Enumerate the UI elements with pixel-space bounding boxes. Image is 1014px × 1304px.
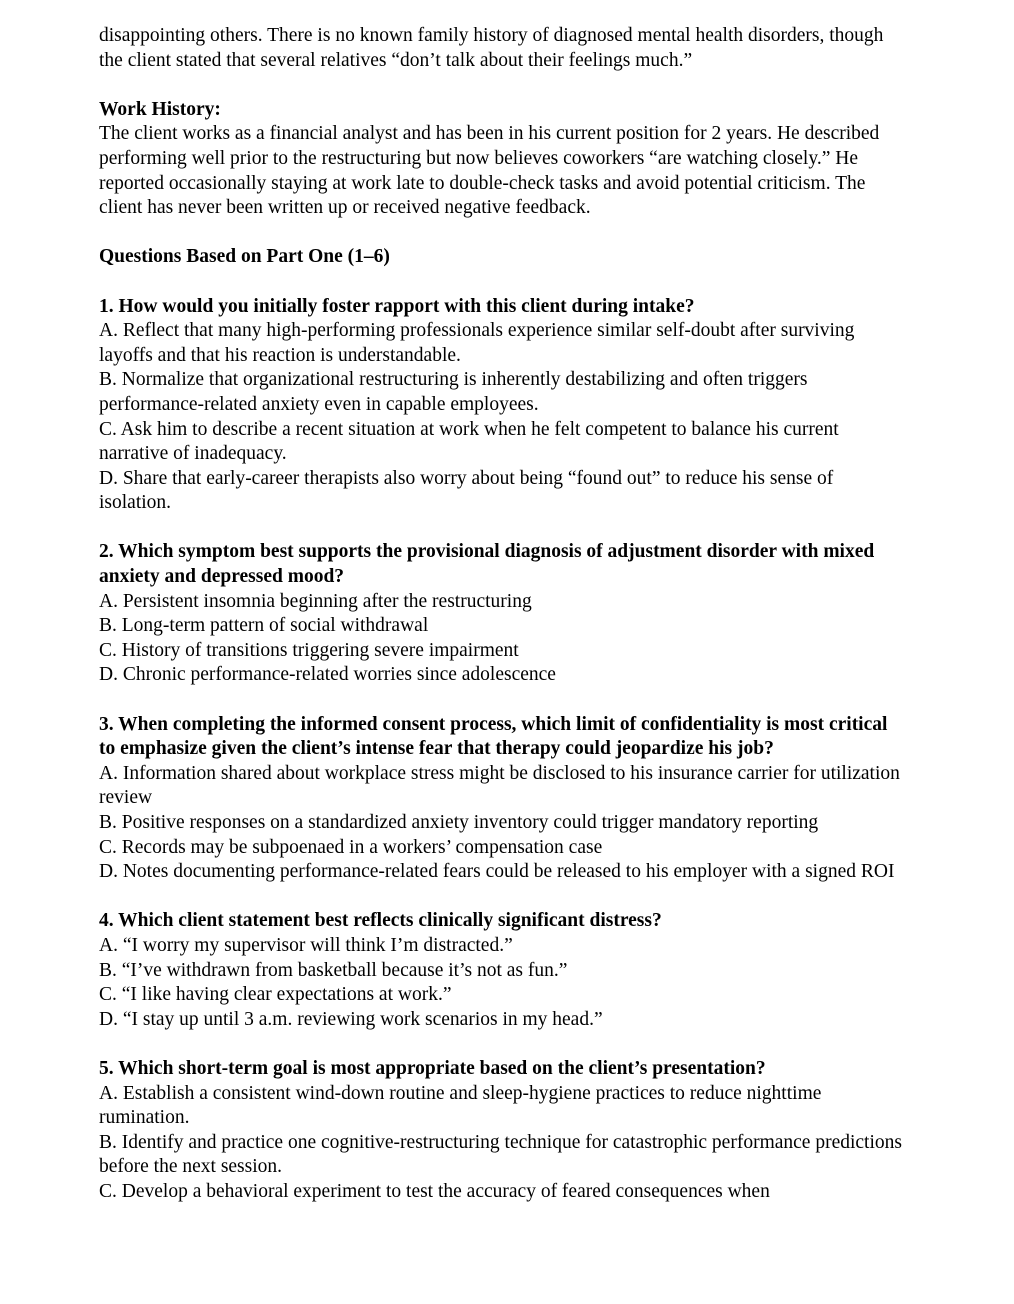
answer-option: C. “I like having clear expectations at work.” [99, 984, 452, 1006]
answer-option: B. “I’ve withdrawn from basketball because it’s not as fun.” [99, 959, 568, 981]
answer-option: C. Ask him to describe a recent situation at work when he felt competent to balance his current narrative of inadequacy. [99, 418, 839, 465]
question-spacer [99, 885, 905, 910]
answer-option: D. Notes documenting performance-related fears could be released to his employer with a signed ROI [99, 861, 895, 883]
question-stem: 1. How would you initially foster rapport with this client during intake? [99, 295, 695, 317]
answer-option: D. “I stay up until 3 a.m. reviewing work scenarios in my head.” [99, 1008, 603, 1030]
answer-option: A. Persistent insomnia beginning after the restructuring [99, 590, 532, 612]
section-work-history [99, 98, 905, 221]
answer-option: A. Reflect that many high-performing professionals experience similar self-doubt after surviving layoffs and that his reaction is understandable. [99, 320, 855, 366]
answer-option: A. “I worry my supervisor will think I’m distracted.” [99, 934, 513, 956]
answer-option: A. Establish a consistent wind-down routine and sleep-hygiene practices to reduce nighttime rumination. [99, 1082, 822, 1129]
answer-option: B. Positive responses on a standardized anxiety inventory could trigger mandatory reporting [99, 812, 819, 833]
question-stem: 2. Which symptom best supports the provisional diagnosis of adjustment disorder with mixed anxiety and depressed mood? [99, 541, 875, 588]
answer-option: C. Records may be subpoenaed in a workers’ compensation case [99, 836, 603, 858]
answer-option: B. Identify and practice one cognitive-restructuring technique for catastrophic performance predictions before the next session. [99, 1131, 902, 1178]
question-stem: 5. Which short-term goal is most appropriate based on the client’s presentation? [99, 1057, 766, 1079]
work-history-heading: Work History: [99, 98, 221, 120]
question-block [99, 1057, 905, 1205]
paragraph-spacer [99, 221, 905, 246]
question-spacer [99, 688, 905, 713]
answer-option: D. Chronic performance-related worries since adolescence [99, 664, 556, 686]
answer-option: D. Share that early-career therapists also worry about being “found out” to reduce his sense of isolation. [99, 467, 834, 514]
answer-option: B. Long-term pattern of social withdrawal [99, 615, 429, 637]
answer-option: A. Information shared about workplace stress might be disclosed to his insurance carrier for utilization review [99, 762, 900, 809]
question-stem: 4. Which client statement best reflects clinically significant distress? [99, 910, 662, 932]
question-spacer [99, 1032, 905, 1057]
question-spacer [99, 516, 905, 541]
document-text-column [99, 24, 905, 1205]
question-block [99, 909, 905, 1032]
continued-paragraph: disappointing others. There is no known family history of diagnosed mental health disorders, though the client stated that several relatives “don’t talk about their feelings much.” [99, 25, 884, 71]
question-stem: 3. When completing the informed consent process, which limit of confidentiality is most critical to emphasize given the client’s intense fear that therapy could jeopardize his job? [99, 713, 888, 760]
question-block [99, 713, 905, 885]
question-block [99, 295, 905, 516]
answer-option: C. Develop a behavioral experiment to test the accuracy of feared consequences when [99, 1180, 770, 1202]
paragraph-spacer [99, 73, 905, 98]
paragraph-spacer [99, 270, 905, 295]
answer-option: C. History of transitions triggering severe impairment [99, 639, 519, 661]
question-block [99, 540, 905, 688]
answer-option: B. Normalize that organizational restructuring is inherently destabilizing and often triggers performance-related anxiety even in capable employees. [99, 369, 808, 415]
work-history-body: The client works as a financial analyst and has been in his current position for 2 years. He described performing well prior to the restructuring but now believes coworkers “are watching closely.” He reported occasionally staying at work late to double-check tasks and avoid potential criticism. The client has never been written up or received negative feedback. [99, 123, 880, 219]
questions-section-heading: Questions Based on Part One (1–6) [99, 246, 390, 268]
